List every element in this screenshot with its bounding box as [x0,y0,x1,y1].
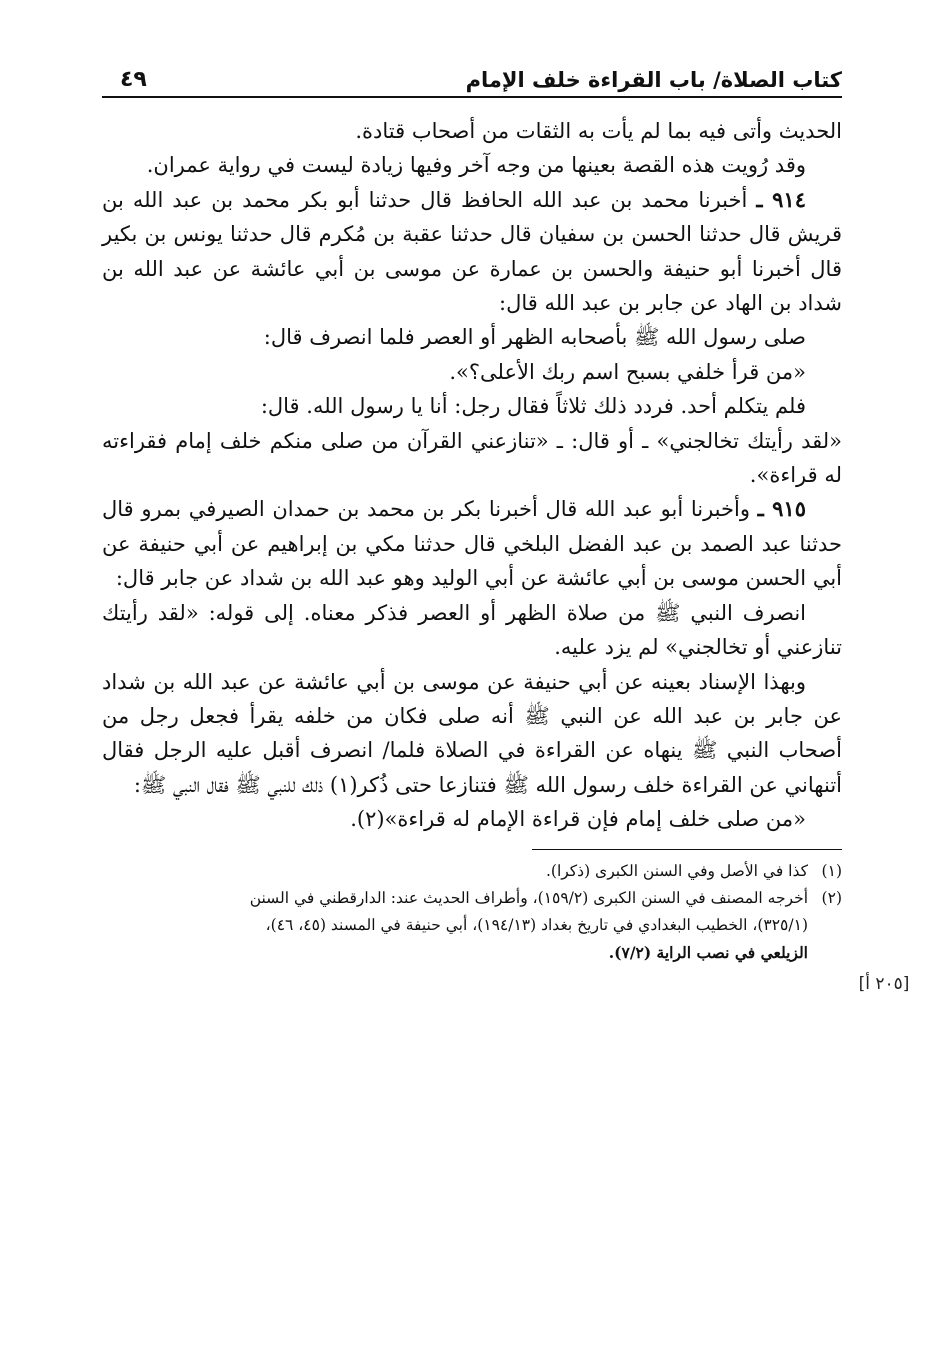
footnote-continuation: (٣٢٥/١)، الخطيب البغدادي في تاريخ بغداد (١٩٤/١٣)، أبي حنيفة في المسند (٤٥، ٤٦)، [265,915,808,934]
paragraph: انصرف النبي ﷺ من صلاة الظهر أو العصر فذكر معناه. إلى قوله: «لقد رأيتك تنازعني أو تخالجني» لم يزد عليه. [102,600,842,660]
footnote [102,885,842,912]
page-number: ٤٩ [120,67,147,92]
running-title: كتاب الصلاة/ باب القراءة خلف الإمام [465,68,842,92]
footnotes [102,858,842,966]
footnote-number: (١) [821,861,842,880]
manuscript-folio-note: [٢٠٥ أ] [858,974,910,994]
footnote-continuation: الزيلعي في نصب الراية (٧/٢). [608,942,808,962]
quoted-paragraph: «من صلى خلف إمام فإن قراءة الإمام له قراءة»(٢). [350,807,806,832]
hadith-number: ٩١٥ ـ [757,496,806,522]
footnote-divider [532,849,842,850]
quoted-paragraph: فلم يتكلم أحد. فردد ذلك ثلاثاً فقال رجل: أنا يا رسول الله. قال: [260,394,806,419]
footnote-text: أخرجه المصنف في السنن الكبرى (١٥٩/٢)، وأطراف الحديث عند: الدارقطني في السنن [249,888,808,907]
quoted-paragraph: «من قرأ خلفي بسبح اسم ربك الأعلى؟». [449,359,806,384]
hadith-paragraph [102,492,842,595]
footnote [102,858,842,885]
paragraph: وقد رُويت هذه القصة بعينها من وجه آخر وفيها زيادة ليست في رواية عمران. [146,153,806,178]
hadith-text: أخبرنا محمد بن عبد الله الحافظ قال حدثنا أبو بكر محمد بن عبد الله بن قريش قال حدثنا الحسن بن سفيان قال حدثنا عقبة بن مُكرم قال حدثنا يونس بن بكير قال أخبرنا أبو حنيفة والحسن بن عمارة عن موسى بن أبي عائشة عن عبد الله بن شداد بن الهاد عن جابر بن عبد الله قال: [102,187,842,316]
book-page [102,56,910,994]
footnote-text: كذا في الأصل وفي السنن الكبرى (ذكرا). [545,861,808,880]
paragraph: «لقد رأيتك تخالجني» ـ أو قال: ـ «تنازعني القرآن من صلى منكم خلف إمام فقراءته له قراءة». [102,428,842,488]
main-text [102,114,842,837]
page-header [102,56,842,98]
hadith-text: وأخبرنا أبو عبد الله قال أخبرنا بكر بن محمد بن حمدان الصيرفي بمرو قال حدثنا عبد الصمد بن عبد الفضل البلخي قال حدثنا مكي بن إبراهيم عن أبي حنيفة عن أبي الحسن موسى بن أبي عائشة عن أبي الوليد وهو عبد الله بن شداد عن جابر قال: [102,497,842,591]
paragraph: وبهذا الإسناد بعينه عن أبي حنيفة عن موسى بن أبي عائشة عن عبد الله بن شداد عن جابر بن عبد الله عن النبي ﷺ أنه صلى فكان من خلفه يقرأ فجعل رجل من أصحاب النبي ﷺ ينهاه عن القراءة في الصلاة فلما/ انصرف أقبل عليه الرجل فقال أتنهاني عن القراءة خلف رسول الله ﷺ فتنازعا حتى ذُكر(١) ذلك للنبي ﷺ فقال النبي ﷺ: [102,669,842,797]
hadith-paragraph [102,183,842,321]
quoted-paragraph: صلى رسول الله ﷺ بأصحابه الظهر أو العصر فلما انصرف قال: [263,325,806,350]
paragraph: الحديث وأتى فيه بما لم يأت به الثقات من أصحاب قتادة. [355,119,842,143]
hadith-number: ٩١٤ ـ [756,186,806,212]
footnote-number: (٢) [821,888,842,907]
